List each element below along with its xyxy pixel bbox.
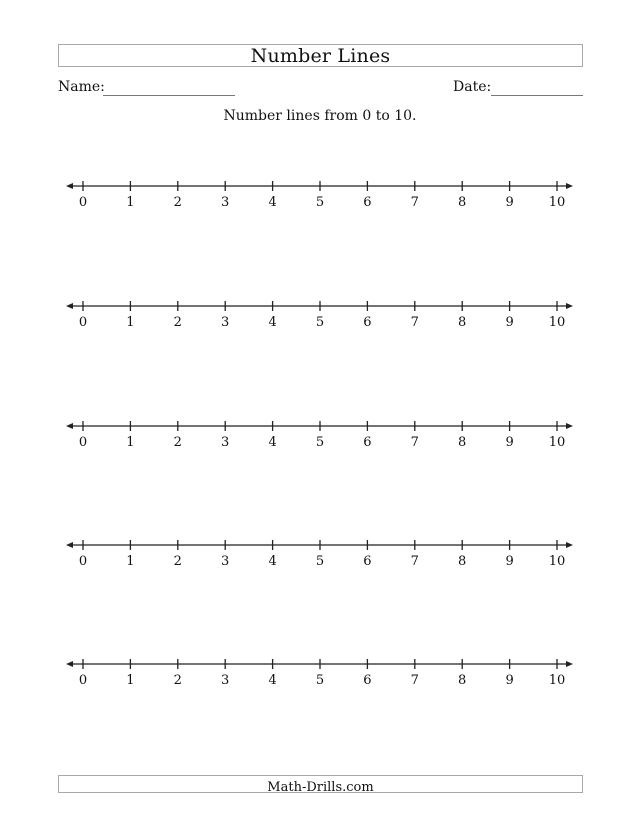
tick-label: 1 xyxy=(126,554,135,569)
right-arrow-icon xyxy=(566,423,573,429)
tick-label: 3 xyxy=(221,673,230,688)
tick-label: 8 xyxy=(458,554,467,569)
tick-label: 0 xyxy=(78,195,88,210)
number-line xyxy=(0,176,640,216)
tick-label: 4 xyxy=(268,435,277,450)
tick-label: 0 xyxy=(78,673,88,688)
right-arrow-icon xyxy=(566,183,573,189)
tick-label: 10 xyxy=(548,435,566,450)
footer-box xyxy=(58,775,583,793)
tick-label: 0 xyxy=(78,435,88,450)
tick-label: 6 xyxy=(363,673,372,688)
left-arrow-icon xyxy=(66,423,73,429)
right-arrow-icon xyxy=(566,542,573,548)
tick-label: 3 xyxy=(221,315,230,330)
tick-label: 4 xyxy=(268,195,277,210)
tick-label: 7 xyxy=(410,435,419,450)
tick-label: 5 xyxy=(315,435,325,450)
tick-label: 6 xyxy=(363,554,372,569)
tick-label: 4 xyxy=(268,554,277,569)
tick-label: 6 xyxy=(363,315,372,330)
tick-label: 8 xyxy=(458,435,467,450)
tick-label: 8 xyxy=(458,673,467,688)
number-line xyxy=(0,535,640,575)
tick-label: 3 xyxy=(221,195,230,210)
tick-label: 10 xyxy=(548,673,566,688)
date-label: Date: xyxy=(453,79,492,95)
name-label: Name: xyxy=(58,79,105,95)
tick-label: 2 xyxy=(173,554,182,569)
tick-label: 10 xyxy=(548,554,566,569)
tick-label: 1 xyxy=(126,315,135,330)
tick-label: 5 xyxy=(315,195,325,210)
tick-label: 9 xyxy=(505,195,514,210)
right-arrow-icon xyxy=(566,303,573,309)
number-line xyxy=(0,296,640,336)
tick-label: 7 xyxy=(410,554,419,569)
tick-label: 1 xyxy=(126,435,135,450)
left-arrow-icon xyxy=(66,183,73,189)
tick-label: 4 xyxy=(268,315,277,330)
tick-label: 2 xyxy=(173,195,182,210)
tick-label: 1 xyxy=(126,673,135,688)
number-line xyxy=(0,416,640,456)
tick-label: 2 xyxy=(173,673,182,688)
date-field[interactable] xyxy=(491,95,583,96)
tick-label: 1 xyxy=(126,195,135,210)
tick-label: 7 xyxy=(410,195,419,210)
tick-label: 6 xyxy=(363,435,372,450)
left-arrow-icon xyxy=(66,542,73,548)
title-box xyxy=(58,44,583,67)
tick-label: 7 xyxy=(410,673,419,688)
tick-label: 0 xyxy=(78,315,88,330)
tick-label: 5 xyxy=(315,315,325,330)
tick-label: 2 xyxy=(173,315,182,330)
tick-label: 9 xyxy=(505,315,514,330)
tick-label: 10 xyxy=(548,315,566,330)
number-line xyxy=(0,654,640,694)
tick-label: 0 xyxy=(78,554,88,569)
tick-label: 7 xyxy=(410,315,419,330)
tick-label: 6 xyxy=(363,195,372,210)
tick-label: 8 xyxy=(458,315,467,330)
tick-label: 5 xyxy=(315,554,325,569)
tick-label: 9 xyxy=(505,554,514,569)
name-field[interactable] xyxy=(103,95,235,96)
tick-label: 8 xyxy=(458,195,467,210)
tick-label: 3 xyxy=(221,435,230,450)
right-arrow-icon xyxy=(566,661,573,667)
left-arrow-icon xyxy=(66,661,73,667)
tick-label: 10 xyxy=(548,195,566,210)
left-arrow-icon xyxy=(66,303,73,309)
tick-label: 5 xyxy=(315,673,325,688)
tick-label: 4 xyxy=(268,673,277,688)
footer-text: Math-Drills.com xyxy=(267,780,374,795)
tick-label: 3 xyxy=(221,554,230,569)
page-title: Number Lines xyxy=(250,45,391,67)
instructions: Number lines from 0 to 10. xyxy=(223,108,417,124)
tick-label: 9 xyxy=(505,673,514,688)
tick-label: 2 xyxy=(173,435,182,450)
tick-label: 9 xyxy=(505,435,514,450)
